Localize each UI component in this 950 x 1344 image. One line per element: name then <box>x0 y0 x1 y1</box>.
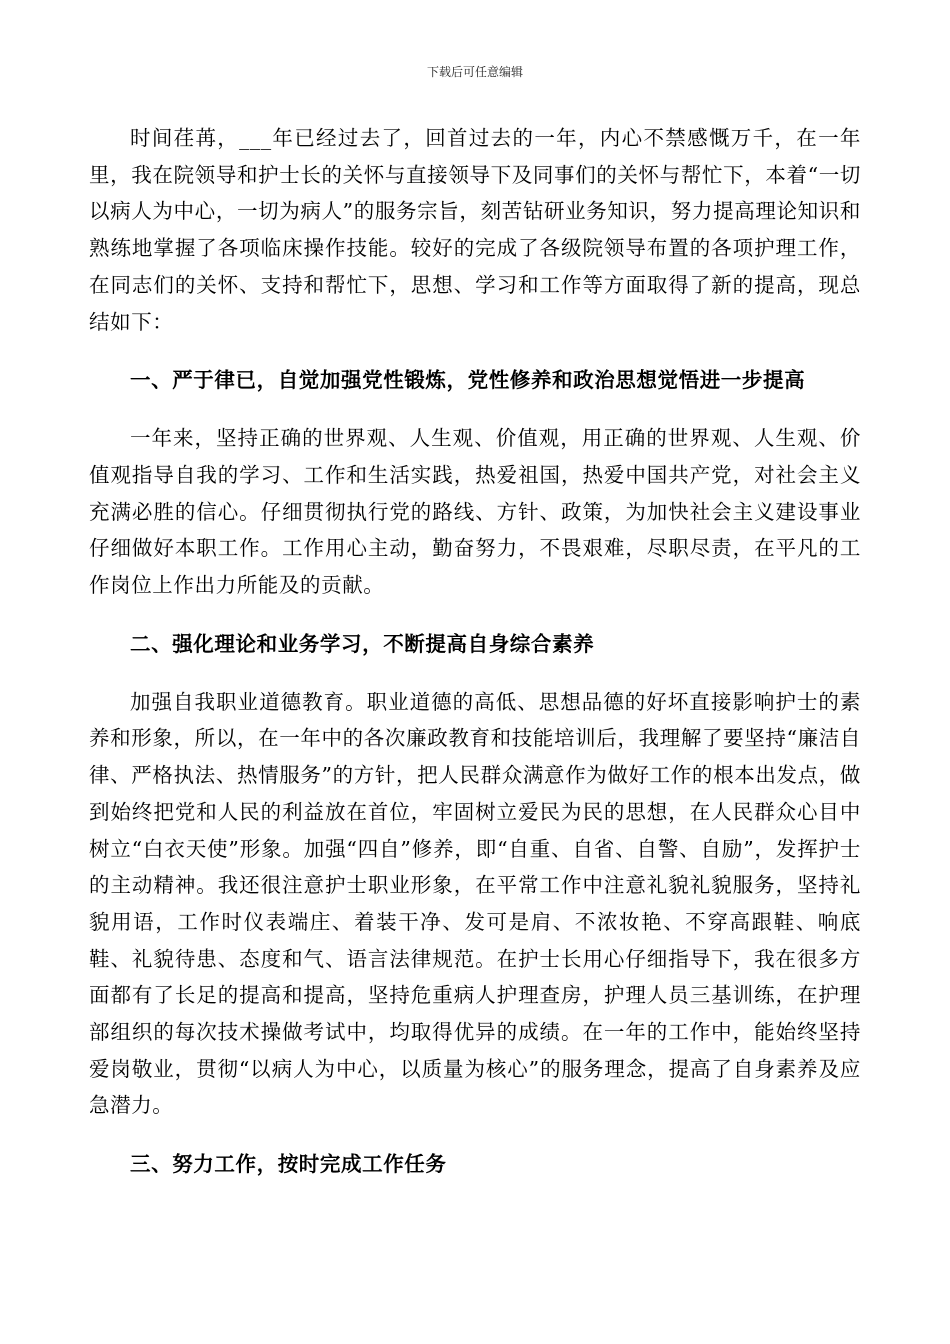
intro-paragraph: 时间荏苒，___年已经过去了，回首过去的一年，内心不禁感慨万千，在一年里，我在院领导和护士长的关怀与直接领导下及同事们的关怀与帮忙下，本着“一切以病人为中心，一切为病人”的服务宗旨，刻苦钻研业务知识，努力提高理论知识和熟练地掌握了各项临床操作技能。较好的完成了各级院领导布置的各项护理工作，在同志们的关怀、支持和帮忙下，思想、学习和工作等方面取得了新的提高，现总结如下： <box>89 126 861 334</box>
spacer <box>89 398 861 420</box>
spacer <box>89 604 861 626</box>
document-body <box>89 120 861 1182</box>
section-1-paragraph: 一年来，坚持正确的世界观、人生观、价值观，用正确的世界观、人生观、价值观指导自我的学习、工作和生活实践，热爱祖国，热爱中国共产党，对社会主义充满必胜的信心。仔细贯彻执行党的路线、方针、政策，为加快社会主义建设事业仔细做好本职工作。工作用心主动，勤奋努力，不畏艰难，尽职尽责，在平凡的工作岗位上作出力所能及的贡献。 <box>89 426 861 598</box>
section-2-paragraph: 加强自我职业道德教育。职业道德的高低、思想品德的好坏直接影响护士的素养和形象，所以，在一年中的各次廉政教育和技能培训后，我理解了要坚持“廉洁自律、严格执法、热情服务”的方针，把人民群众满意作为做好工作的根本出发点，做到始终把党和人民的利益放在首位，牢固树立爱民为民的思想，在人民群众心目中树立“白衣天使”形象。加强“四自”修养，即“自重、自省、自警、自励”，发挥护士的主动精神。我还很注意护士职业形象，在平常工作中注意礼貌礼貌服务，坚持礼貌用语，工作时仪表端庄、着装干净、发可是肩、不浓妆艳、不穿高跟鞋、响底鞋、礼貌待患、态度和气、语言法律规范。在护士长用心仔细指导下，我在很多方面都有了长足的提高和提高，坚持危重病人护理查房，护理人员三基训练，在护理部组织的每次技术操做考试中，均取得优异的成绩。在一年的工作中，能始终坚持爱岗敬业，贯彻“以病人为中心，以质量为核心”的服务理念，提高了自身素养及应急潜力。 <box>89 689 861 1118</box>
page-header: 下载后可任意编辑 <box>426 65 523 79</box>
section-1-heading: 一、严于律已，自觉加强党性锻炼，党性修养和政治思想觉悟进一步提高 <box>130 368 806 393</box>
spacer <box>89 662 861 684</box>
section-2-heading: 二、强化理论和业务学习，不断提高自身综合素养 <box>130 631 595 656</box>
spacer <box>89 340 861 362</box>
spacer <box>89 1124 861 1146</box>
section-3-heading: 三、努力工作，按时完成工作任务 <box>130 1152 447 1177</box>
